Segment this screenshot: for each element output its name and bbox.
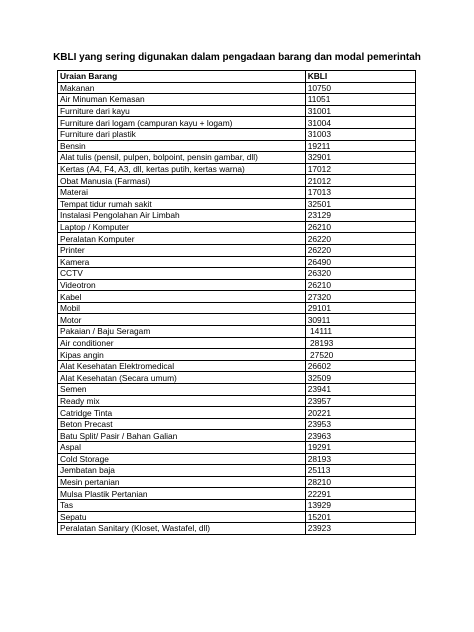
table-row <box>58 488 416 500</box>
cell-uraian-barang: Air conditioner <box>58 337 306 349</box>
table-row <box>58 82 416 94</box>
cell-kbli: 28193 <box>305 337 415 349</box>
cell-uraian-barang: Alat tulis (pensil, pulpen, bolpoint, pensin gambar, dll) <box>58 152 306 164</box>
table-body <box>58 82 416 534</box>
table-row <box>58 453 416 465</box>
cell-uraian-barang: Tempat tidur rumah sakit <box>58 198 306 210</box>
table-row <box>58 384 416 396</box>
cell-uraian-barang: Batu Split/ Pasir / Bahan Galian <box>58 430 306 442</box>
cell-uraian-barang: Mesin pertanian <box>58 476 306 488</box>
cell-kbli: 26220 <box>305 233 415 245</box>
table-row <box>58 349 416 361</box>
cell-kbli: 19211 <box>305 140 415 152</box>
cell-uraian-barang: Catridge Tinta <box>58 407 306 419</box>
cell-kbli: 26602 <box>305 360 415 372</box>
table-row <box>58 244 416 256</box>
table-row <box>58 395 416 407</box>
table-row <box>58 279 416 291</box>
cell-kbli: 23923 <box>305 523 415 535</box>
table-row <box>58 105 416 117</box>
cell-kbli: 21012 <box>305 175 415 187</box>
cell-kbli: 28210 <box>305 476 415 488</box>
cell-uraian-barang: Furniture dari kayu <box>58 105 306 117</box>
table-row <box>58 407 416 419</box>
cell-kbli: 23953 <box>305 418 415 430</box>
cell-kbli: 11051 <box>305 94 415 106</box>
cell-uraian-barang: Alat Kesehatan Elektromedical <box>58 360 306 372</box>
cell-uraian-barang: Peralatan Komputer <box>58 233 306 245</box>
cell-kbli: 23957 <box>305 395 415 407</box>
cell-kbli: 17012 <box>305 163 415 175</box>
cell-uraian-barang: Laptop / Komputer <box>58 221 306 233</box>
table-row <box>58 302 416 314</box>
cell-uraian-barang: Obat Manusia (Farmasi) <box>58 175 306 187</box>
table-row <box>58 314 416 326</box>
table-row <box>58 94 416 106</box>
cell-uraian-barang: Kabel <box>58 291 306 303</box>
cell-kbli: 23129 <box>305 210 415 222</box>
cell-uraian-barang: Instalasi Pengolahan Air Limbah <box>58 210 306 222</box>
cell-kbli: 32901 <box>305 152 415 164</box>
table-row <box>58 140 416 152</box>
cell-kbli: 23941 <box>305 384 415 396</box>
table-row <box>58 186 416 198</box>
table-row <box>58 268 416 280</box>
table-row <box>58 360 416 372</box>
cell-kbli: 32501 <box>305 198 415 210</box>
cell-uraian-barang: Furniture dari plastik <box>58 128 306 140</box>
cell-kbli: 26320 <box>305 268 415 280</box>
cell-kbli: 17013 <box>305 186 415 198</box>
cell-kbli: 23963 <box>305 430 415 442</box>
cell-uraian-barang: Videotron <box>58 279 306 291</box>
cell-uraian-barang: Mulsa Plastik Pertanian <box>58 488 306 500</box>
table-row <box>58 175 416 187</box>
cell-uraian-barang: Beton Precast <box>58 418 306 430</box>
cell-uraian-barang: Motor <box>58 314 306 326</box>
table-row <box>58 476 416 488</box>
cell-kbli: 32509 <box>305 372 415 384</box>
table-row <box>58 210 416 222</box>
table-row <box>58 198 416 210</box>
header-kbli: KBLI <box>305 71 415 83</box>
cell-kbli: 27320 <box>305 291 415 303</box>
cell-kbli: 13929 <box>305 499 415 511</box>
cell-kbli: 31004 <box>305 117 415 129</box>
table-row <box>58 499 416 511</box>
cell-uraian-barang: Sepatu <box>58 511 306 523</box>
cell-kbli: 26220 <box>305 244 415 256</box>
cell-uraian-barang: Air Minuman Kemasan <box>58 94 306 106</box>
cell-kbli: 25113 <box>305 465 415 477</box>
cell-uraian-barang: Tas <box>58 499 306 511</box>
cell-uraian-barang: Ready mix <box>58 395 306 407</box>
table-header-row <box>58 71 416 83</box>
cell-kbli: 22291 <box>305 488 415 500</box>
table-row <box>58 337 416 349</box>
table-row <box>58 256 416 268</box>
cell-kbli: 28193 <box>305 453 415 465</box>
header-uraian-barang: Uraian Barang <box>58 71 306 83</box>
cell-uraian-barang: Kipas angin <box>58 349 306 361</box>
kbli-table <box>57 70 416 535</box>
page-title: KBLI yang sering digunakan dalam pengadaan barang dan modal pemerintah <box>53 52 421 63</box>
table-row <box>58 163 416 175</box>
cell-uraian-barang: Kertas (A4, F4, A3, dll, kertas putih, kertas warna) <box>58 163 306 175</box>
cell-uraian-barang: Printer <box>58 244 306 256</box>
table-row <box>58 128 416 140</box>
cell-kbli: 14111 <box>305 326 415 338</box>
table-row <box>58 117 416 129</box>
table-row <box>58 372 416 384</box>
table-row <box>58 326 416 338</box>
table-row <box>58 221 416 233</box>
cell-uraian-barang: Pakaian / Baju Seragam <box>58 326 306 338</box>
table-row <box>58 152 416 164</box>
table-row <box>58 523 416 535</box>
cell-kbli: 29101 <box>305 302 415 314</box>
cell-uraian-barang: Semen <box>58 384 306 396</box>
cell-kbli: 30911 <box>305 314 415 326</box>
cell-kbli: 26210 <box>305 279 415 291</box>
cell-uraian-barang: Peralatan Sanitary (Kloset, Wastafel, dll) <box>58 523 306 535</box>
cell-uraian-barang: CCTV <box>58 268 306 280</box>
cell-uraian-barang: Jembatan baja <box>58 465 306 477</box>
cell-uraian-barang: Aspal <box>58 442 306 454</box>
cell-uraian-barang: Bensin <box>58 140 306 152</box>
table-row <box>58 430 416 442</box>
table-row <box>58 511 416 523</box>
cell-uraian-barang: Materai <box>58 186 306 198</box>
cell-kbli: 26210 <box>305 221 415 233</box>
table-row <box>58 442 416 454</box>
cell-kbli: 31003 <box>305 128 415 140</box>
cell-uraian-barang: Makanan <box>58 82 306 94</box>
table-row <box>58 465 416 477</box>
cell-kbli: 27520 <box>305 349 415 361</box>
cell-kbli: 19291 <box>305 442 415 454</box>
cell-kbli: 15201 <box>305 511 415 523</box>
cell-uraian-barang: Furniture dari logam (campuran kayu + logam) <box>58 117 306 129</box>
table-row <box>58 291 416 303</box>
cell-kbli: 20221 <box>305 407 415 419</box>
cell-kbli: 10750 <box>305 82 415 94</box>
cell-uraian-barang: Alat Kesehatan (Secara umum) <box>58 372 306 384</box>
cell-kbli: 26490 <box>305 256 415 268</box>
cell-uraian-barang: Mobil <box>58 302 306 314</box>
cell-kbli: 31001 <box>305 105 415 117</box>
cell-uraian-barang: Kamera <box>58 256 306 268</box>
cell-uraian-barang: Cold Storage <box>58 453 306 465</box>
table-row <box>58 418 416 430</box>
table-row <box>58 233 416 245</box>
